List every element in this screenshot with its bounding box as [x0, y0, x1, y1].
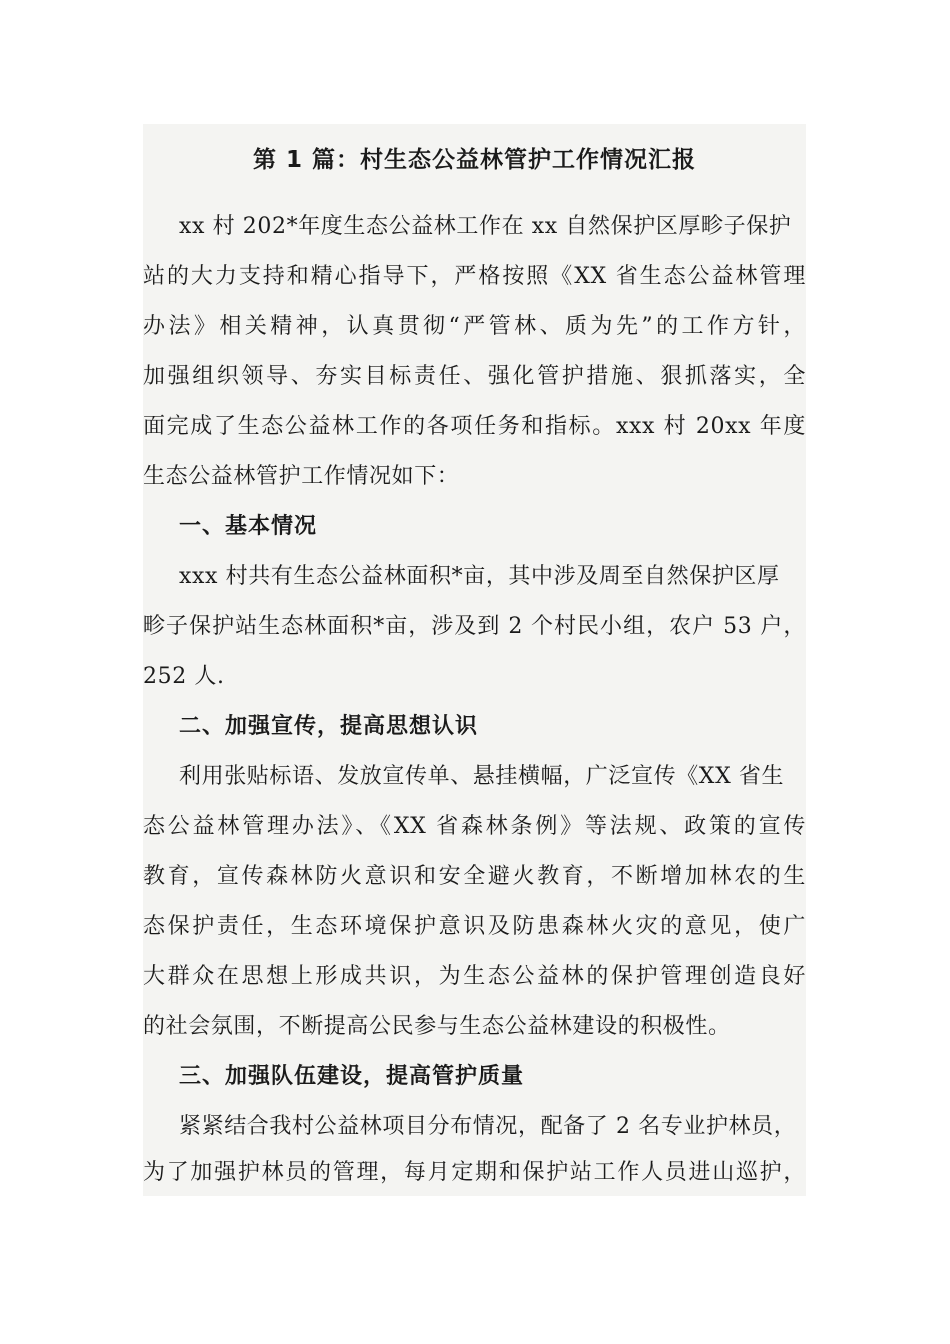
paragraph-line: 态保护责任，生态环境保护意识及防患森林火灾的意见，使广: [143, 914, 806, 939]
document-title: 第 1 篇：村生态公益林管护工作情况汇报: [252, 147, 697, 173]
paragraph-line: 生态公益林管护工作情况如下：: [143, 464, 460, 489]
paragraph-line: xxx 村共有生态公益林面积*亩，其中涉及周至自然保护区厚: [179, 564, 780, 589]
document-page: [143, 124, 806, 1196]
section-heading: 二、加强宣传，提高思想认识: [179, 714, 479, 739]
paragraph-line: 252 人.: [143, 664, 225, 689]
paragraph-line: 加强组织领导、夯实目标责任、强化管护措施、狠抓落实，全: [143, 364, 806, 389]
paragraph-line: 为了加强护林员的管理，每月定期和保护站工作人员进山巡护，: [143, 1160, 806, 1185]
paragraph-line: 面完成了生态公益林工作的各项任务和指标。xxx 村 20xx 年度: [143, 414, 806, 439]
section-heading: 一、基本情况: [179, 514, 318, 539]
paragraph-line: 的社会氛围，不断提高公民参与生态公益林建设的积极性。: [143, 1014, 731, 1039]
paragraph-line: 大群众在思想上形成共识，为生态公益林的保护管理创造良好: [143, 964, 806, 989]
paragraph-line: 教育，宣传森林防火意识和安全避火教育，不断增加林农的生: [143, 864, 806, 889]
paragraph-line: 办法》相关精神，认真贯彻“严管林、质为先”的工作方针，: [143, 314, 806, 339]
paragraph-line: 站的大力支持和精心指导下，严格按照《XX 省生态公益林管理: [143, 264, 806, 289]
paragraph-line: 利用张贴标语、发放宣传单、悬挂横幅，广泛宣传《XX 省生: [179, 764, 785, 789]
section-heading: 三、加强队伍建设，提高管护质量: [179, 1064, 525, 1089]
paragraph-line: xx 村 202*年度生态公益林工作在 xx 自然保护区厚畛子保护: [179, 214, 792, 239]
paragraph-line: 畛子保护站生态林面积*亩，涉及到 2 个村民小组，农户 53 户，: [143, 614, 806, 639]
paragraph-line: 态公益林管理办法》、《XX 省森林条例》等法规、政策的宣传: [143, 814, 806, 839]
paragraph-line: 紧紧结合我村公益林项目分布情况，配备了 2 名专业护林员，: [179, 1114, 797, 1139]
